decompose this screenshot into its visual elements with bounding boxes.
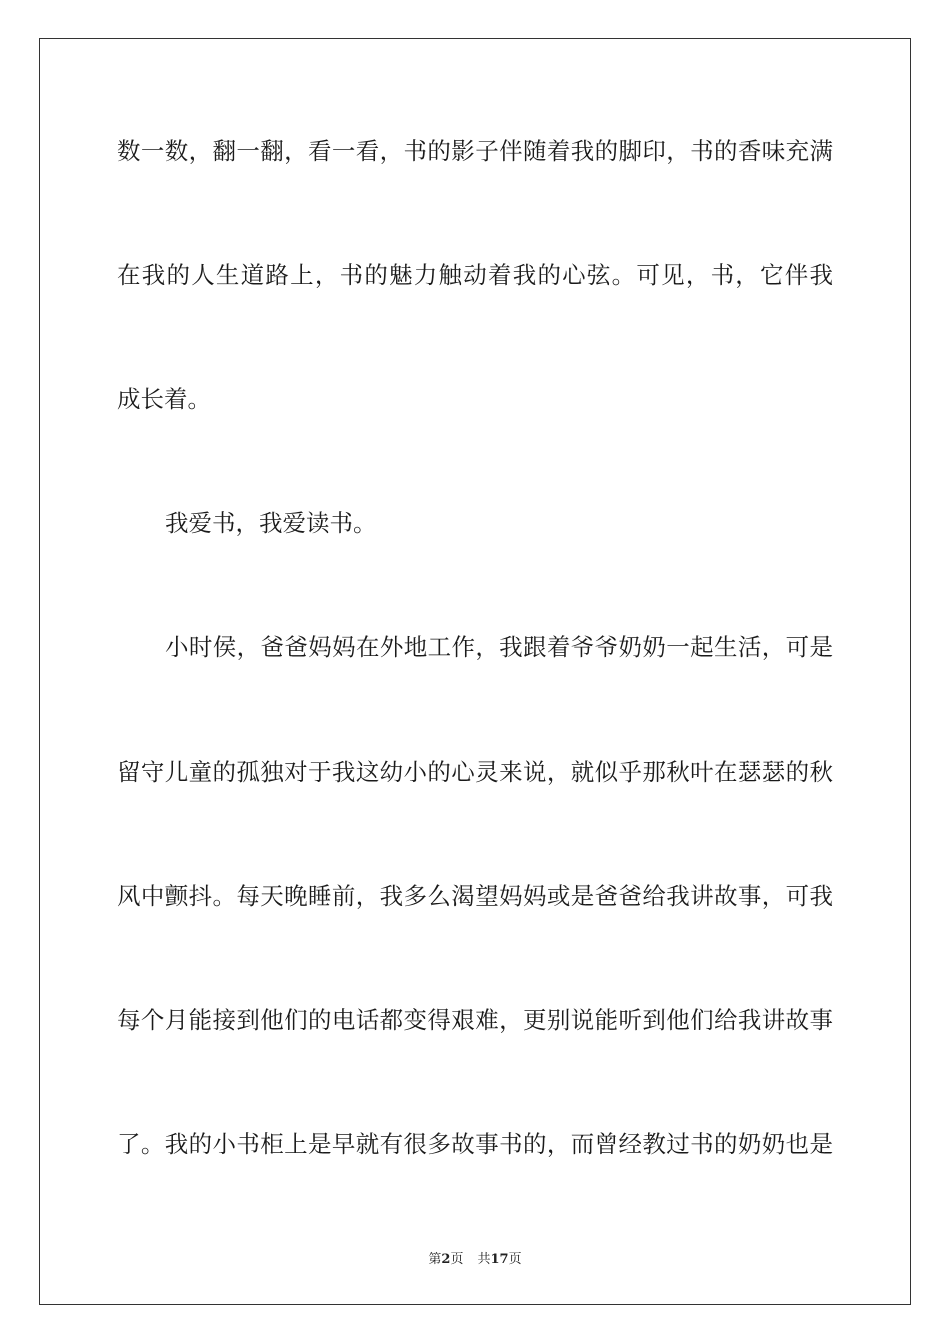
paragraph-line: 留守儿童的孤独对于我这幼小的心灵来说，就似乎那秋叶在瑟瑟的秋 (117, 758, 833, 786)
paragraph-line: 数一数，翻一翻，看一看，书的影子伴随着我的脚印，书的香味充满 (117, 137, 833, 165)
footer-page-number: 2 (441, 1252, 451, 1267)
paragraph-line: 在我的人生道路上，书的魅力触动着我的心弦。可见，书，它伴我 (117, 261, 833, 289)
footer-page-prefix: 第 (428, 1252, 442, 1267)
paragraph-line: 每个月能接到他们的电话都变得艰难，更别说能听到他们给我讲故事 (117, 1006, 833, 1034)
paragraph-line: 风中颤抖。每天晚睡前，我多么渴望妈妈或是爸爸给我讲故事，可我 (117, 882, 833, 910)
footer-page-suffix: 页 (450, 1252, 464, 1267)
page-border (39, 38, 911, 1305)
paragraph-line: 成长着。 (117, 385, 211, 413)
footer-total-pages: 17 (490, 1252, 509, 1267)
paragraph-line: 了。我的小书柜上是早就有很多故事书的，而曾经教过书的奶奶也是 (117, 1130, 833, 1158)
footer-total-suffix: 页 (508, 1252, 522, 1267)
footer-total-prefix: 共 (477, 1252, 491, 1267)
paragraph-line: 我爱书，我爱读书。 (165, 509, 377, 537)
page-footer (0, 1248, 950, 1267)
paragraph-line: 小时侯，爸爸妈妈在外地工作，我跟着爷爷奶奶一起生活，可是 (165, 633, 833, 661)
